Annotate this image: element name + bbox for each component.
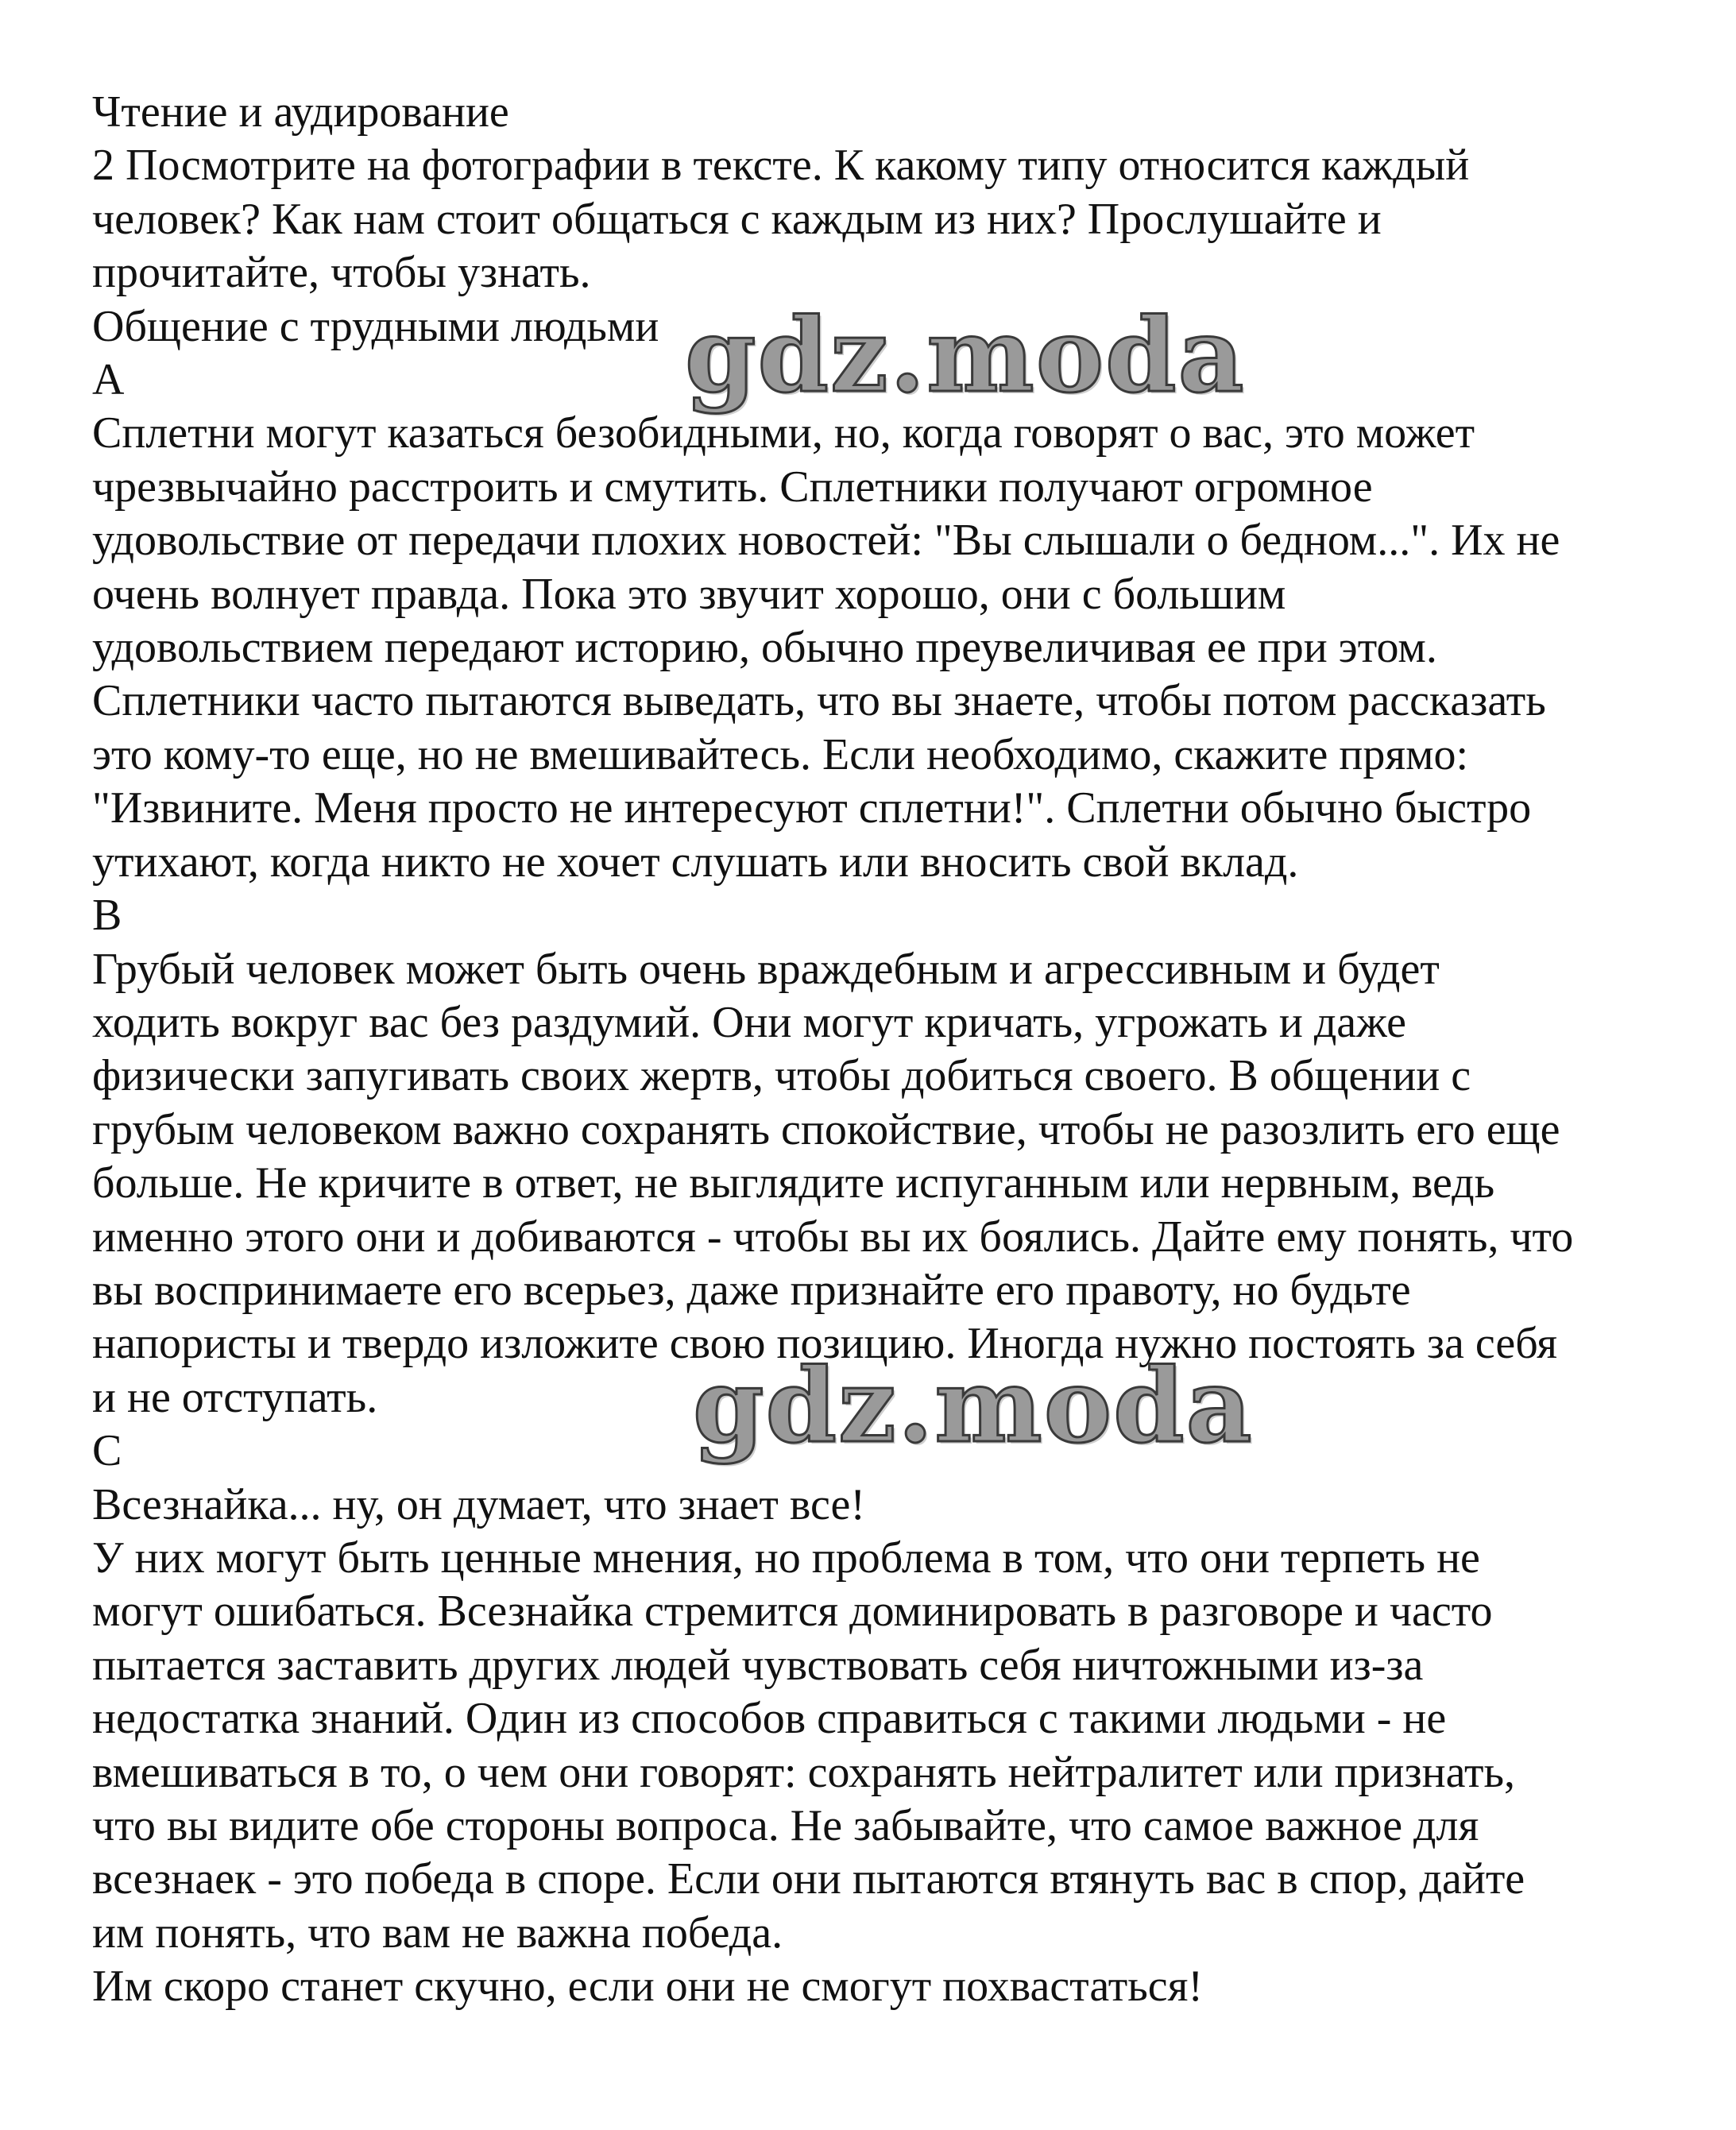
task-line: прочитайте, чтобы узнать. <box>92 248 591 298</box>
paragraph-line: что вы видите обе стороны вопроса. Не забывайте, что самое важное для <box>92 1801 1479 1850</box>
paragraph-line: им понять, что вам не важна победа. <box>92 1908 783 1958</box>
paragraph-line: больше. Не кричите в ответ, не выглядите испуганным или нервным, ведь <box>92 1158 1495 1208</box>
paragraph-line: ходить вокруг вас без раздумий. Они могут кричать, угрожать и даже <box>92 997 1406 1047</box>
paragraph-line: Грубый человек может быть очень враждебным и агрессивным и будет <box>92 944 1440 994</box>
watermark: gdz.moda <box>693 1347 1254 1466</box>
paragraph-line: утихают, когда никто не хочет слушать или вносить свой вклад. <box>92 837 1299 887</box>
paragraph-line: пытается заставить других людей чувствовать себя ничтожными из-за <box>92 1640 1424 1690</box>
paragraph-line: физически запугивать своих жертв, чтобы добиться своего. В общении с <box>92 1051 1471 1101</box>
paragraph-line: вы воспринимаете его всерьез, даже признайте его правоту, но будьте <box>92 1265 1411 1315</box>
paragraph-line: У них могут быть ценные мнения, но проблема в том, что они терпеть не <box>92 1533 1480 1583</box>
task-line: 2 Посмотрите на фотографии в тексте. К какому типу относится каждый <box>92 141 1470 191</box>
section-c <box>92 1425 1713 2013</box>
paragraph-line: это кому-то еще, но не вмешивайтесь. Если необходимо, скажите прямо: <box>92 729 1469 779</box>
paragraph-line: "Извините. Меня просто не интересуют сплетни!". Сплетни обычно быстро <box>92 783 1532 833</box>
paragraph-line: Всезнайка... ну, он думает, что знает все! <box>92 1479 865 1529</box>
task-line: человек? Как нам стоит общаться с каждым из них? Прослушайте и <box>92 194 1382 244</box>
paragraph-line: Сплетни могут казаться безобидными, но, когда говорят о вас, это может <box>92 408 1475 458</box>
section-label: B <box>92 891 122 941</box>
paragraph-line: Сплетники часто пытаются выведать, что вы знаете, чтобы потом рассказать <box>92 676 1546 726</box>
paragraph-line: чрезвычайно расстроить и смутить. Сплетники получают огромное <box>92 462 1373 512</box>
paragraph-line: удовольствие от передачи плохих новостей: "Вы слышали о бедном...". Их не <box>92 516 1560 566</box>
paragraph-line: вмешиваться в то, о чем они говорят: сохранять нейтралитет или признать, <box>92 1747 1515 1797</box>
task-instructions <box>92 139 1713 300</box>
paragraph-line: и не отступать. <box>92 1372 378 1422</box>
paragraph-line: грубым человеком важно сохранять спокойствие, чтобы не разозлить его еще <box>92 1104 1560 1154</box>
paragraph-line: всезнаек - это победа в споре. Если они пытаются втянуть вас в спор, дайте <box>92 1854 1525 1904</box>
section-b <box>92 889 1713 1425</box>
paragraph-line: удовольствием передают историю, обычно преувеличивая ее при этом. <box>92 623 1437 673</box>
paragraph-line: недостатка знаний. Один из способов справиться с такими людьми - не <box>92 1694 1447 1744</box>
section-label: A <box>92 355 125 405</box>
section-title: Чтение и аудирование <box>92 87 509 137</box>
paragraph-line: именно этого они и добиваются - чтобы вы их боялись. Дайте ему понять, что <box>92 1212 1574 1262</box>
watermark: gdz.moda <box>685 296 1246 416</box>
paragraph-line: очень волнует правда. Пока это звучит хорошо, они с большим <box>92 569 1286 619</box>
section-label: C <box>92 1426 122 1476</box>
paragraph-line: Им скоро станет скучно, если они не смогут похвастаться! <box>92 1962 1204 2012</box>
paragraph-line: напористы и твердо изложите свою позицию. Иногда нужно постоять за себя <box>92 1319 1558 1369</box>
paragraph-line: могут ошибаться. Всезнайка стремится доминировать в разговоре и часто <box>92 1587 1493 1637</box>
text-title: Общение с трудными людьми <box>92 301 659 351</box>
section-a <box>92 354 1713 889</box>
